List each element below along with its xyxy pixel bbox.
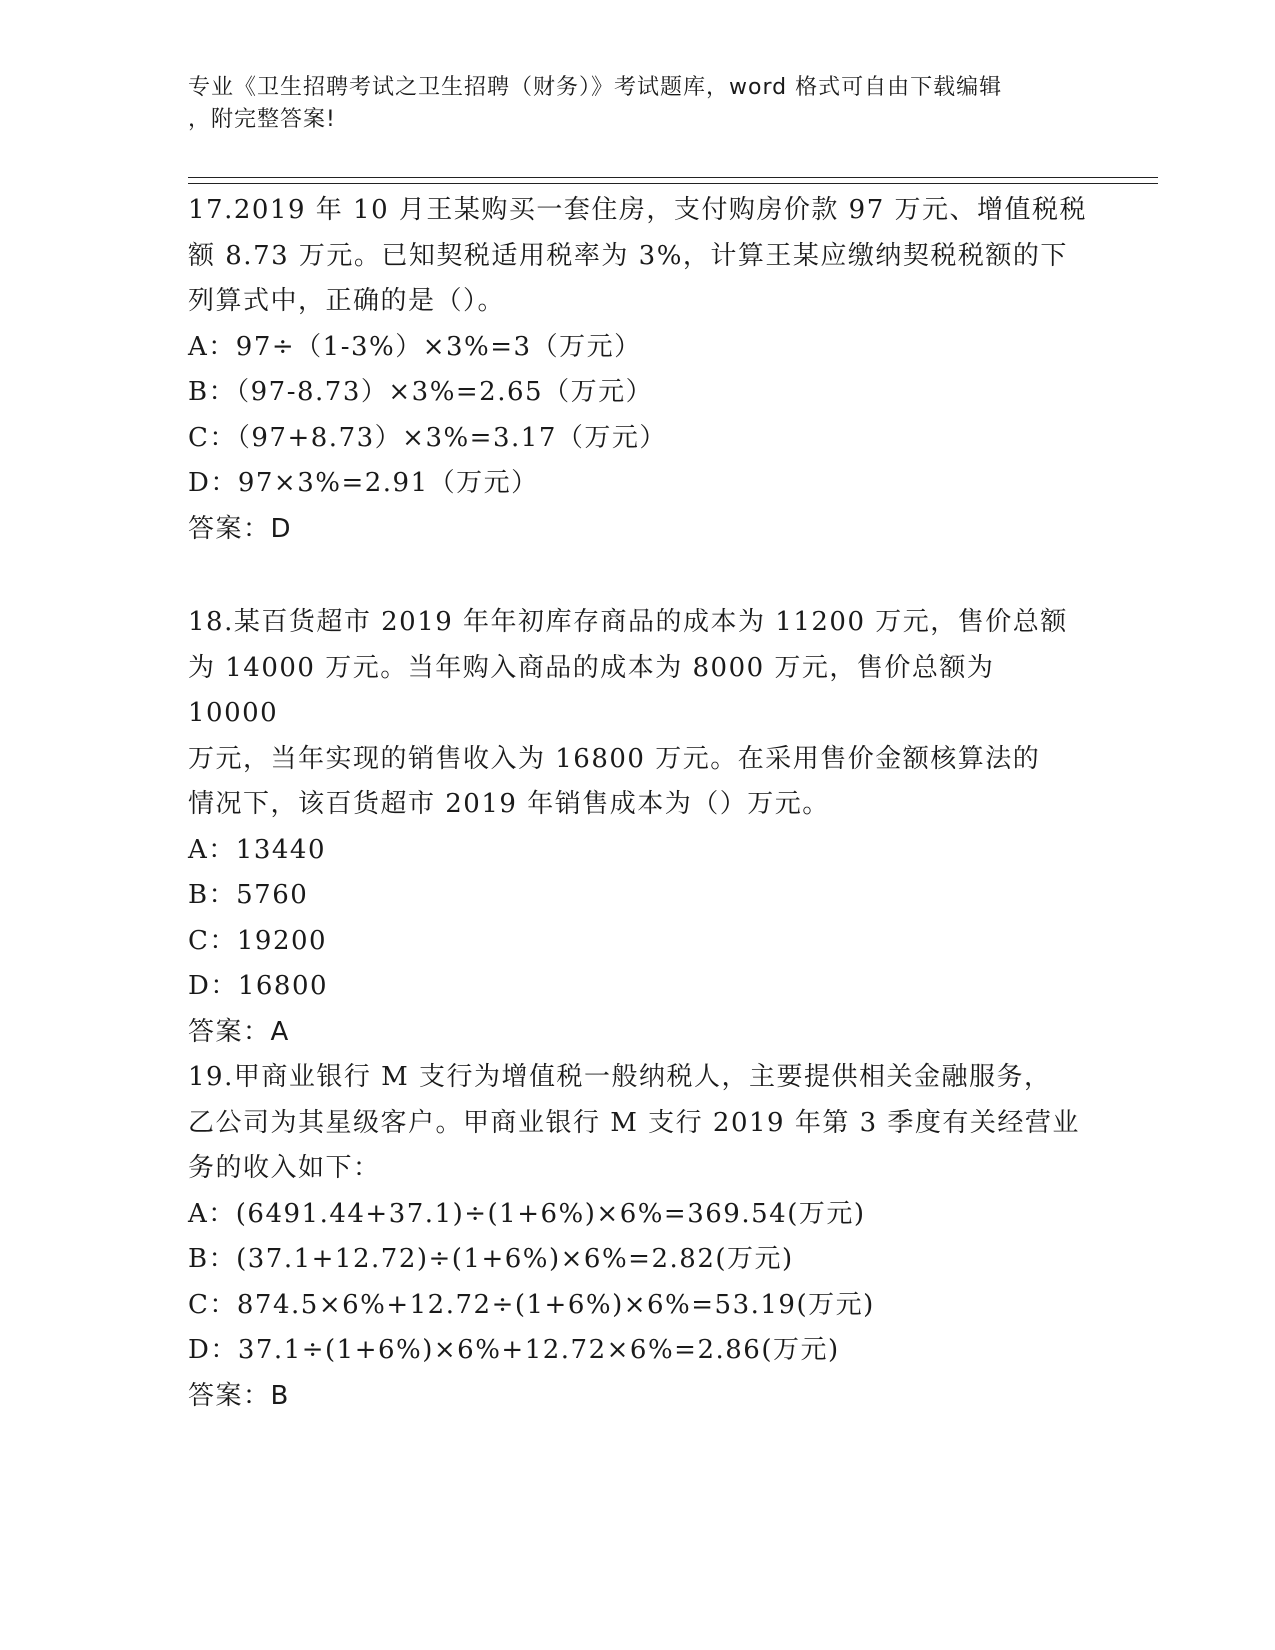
question-19-option-d: D：37.1÷(1+6%)×6%+12.72×6%=2.86(万元): [188, 1335, 840, 1365]
question-17-option-c: C：（97+8.73）×3%=3.17（万元）: [188, 422, 667, 453]
question-18-line-3: 万元，当年实现的销售收入为 16800 万元。在采用售价金额核算法的: [188, 743, 1041, 774]
question-18-option-b: B：5760: [188, 880, 309, 910]
question-17-option-d: D：97×3%=2.91（万元）: [188, 468, 539, 498]
question-18: [188, 600, 1088, 1055]
question-18-line-1: 18.某百货超市 2019 年年初库存商品的成本为 11200 万元，售价总额: [188, 607, 1068, 637]
question-17-line-1: 17.2019 年 10 月王某购买一套住房，支付购房价款 97 万元、增值税税: [188, 195, 1088, 225]
question-17-option-a: A：97÷（1-3%）×3%=3（万元）: [188, 331, 642, 362]
question-19-line-3: 务的收入如下：: [188, 1153, 381, 1183]
question-19-option-c: C：874.5×6%+12.72÷(1+6%)×6%=53.19(万元): [188, 1289, 875, 1320]
question-19-line-1: 19.甲商业银行 M 支行为增值税一般纳税人，主要提供相关金融服务，: [188, 1062, 1052, 1092]
question-19-answer: 答案：B: [188, 1380, 290, 1411]
question-18-answer: 答案：A: [188, 1016, 290, 1047]
question-19-option-b: B：(37.1+12.72)÷(1+6%)×6%=2.82(万元): [188, 1244, 794, 1274]
question-17-answer: 答案：D: [188, 513, 293, 544]
question-18-line-2: 为 14000 万元。当年购入商品的成本为 8000 万元，售价总额为 10000: [188, 652, 1005, 728]
question-17-line-3: 列算式中，正确的是（）。: [188, 286, 506, 316]
question-17-line-2: 额 8.73 万元。已知契税适用税率为 3%，计算王某应缴纳契税税额的下: [188, 240, 1068, 271]
question-18-line-4: 情况下，该百货超市 2019 年销售成本为（）万元。: [188, 789, 830, 819]
document-header: [188, 72, 1088, 136]
question-19-option-a: A：(6491.44+37.1)÷(1+6%)×6%=369.54(万元): [188, 1198, 866, 1229]
question-18-option-d: D：16800: [188, 971, 329, 1001]
question-19-line-2: 乙公司为其星级客户。甲商业银行 M 支行 2019 年第 3 季度有关经营业: [188, 1107, 1080, 1138]
question-18-option-c: C：19200: [188, 925, 328, 956]
header-divider-bottom: [188, 183, 1158, 184]
header-divider-top: [188, 177, 1158, 178]
question-17-option-b: B：（97-8.73）×3%=2.65（万元）: [188, 377, 654, 407]
question-18-option-a: A：13440: [188, 834, 326, 865]
question-17: [188, 188, 1088, 552]
header-line-1: 专业《卫生招聘考试之卫生招聘（财务）》考试题库，word 格式可自由下载编辑: [188, 75, 1003, 100]
question-19: [188, 1055, 1088, 1419]
header-line-2: ，附完整答案!: [188, 107, 336, 132]
